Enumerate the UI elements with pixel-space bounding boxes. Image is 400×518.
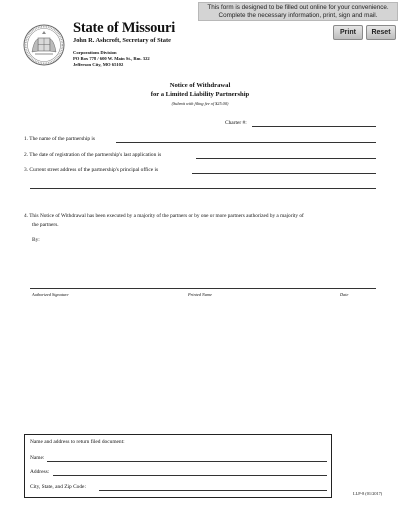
form-code: LLP-8 (01/2017): [353, 491, 383, 496]
principal-office-field-line-2[interactable]: [30, 188, 376, 189]
mailing-address: PO Box 778 / 600 W. Main St., Rm. 322: [73, 56, 150, 61]
item-3-label: 3. Current street address of the partnership's principal office is: [24, 167, 159, 173]
return-name-label: Name:: [30, 455, 45, 461]
principal-office-field[interactable]: [192, 173, 376, 174]
item-4-continuation: the partners.: [32, 222, 59, 228]
secretary-name: John R. Ashcroft, Secretary of State: [73, 37, 171, 44]
return-city-field[interactable]: [99, 490, 327, 491]
date-label: Date: [340, 292, 349, 297]
charter-label: Charter #:: [225, 120, 247, 126]
charter-number-field[interactable]: [252, 126, 376, 127]
return-box-heading: Name and address to return filed document:: [30, 439, 125, 445]
signature-line[interactable]: [30, 288, 376, 289]
partnership-name-field[interactable]: [116, 142, 376, 143]
print-button[interactable]: Print: [333, 25, 363, 40]
return-address-label: Address:: [30, 469, 50, 475]
item-2-label: 2. The date of registration of the partnership's last application is: [24, 152, 162, 158]
reset-button[interactable]: Reset: [366, 25, 396, 40]
by-label: By:: [32, 237, 40, 243]
state-seal-icon: [23, 24, 65, 66]
notice-line-2: Complete the necessary information, print, sign and mail.: [218, 12, 378, 19]
authorized-signature-label: Authorized Signature: [32, 292, 69, 297]
filing-fee-note: (Submit with filing fee of $25.00): [171, 101, 229, 106]
return-city-label: City, State, and Zip Code:: [30, 484, 86, 490]
form-subtitle: for a Limited Liability Partnership: [150, 91, 250, 98]
item-1-label: 1. The name of the partnership is: [24, 136, 96, 142]
printed-name-label: Printed Name: [188, 292, 212, 297]
registration-date-field[interactable]: [196, 158, 376, 159]
item-4-label: 4. This Notice of Withdrawal has been executed by a majority of the partners or by one or more partners authorized by a majority of: [24, 213, 304, 219]
form-title: Notice of Withdrawal: [169, 82, 231, 89]
state-title: State of Missouri: [73, 20, 176, 36]
notice-line-1: This form is designed to be filled out online for your convenience.: [207, 4, 389, 11]
division-name: Corporations Division: [73, 50, 117, 55]
online-form-notice: [198, 2, 398, 21]
return-address-field[interactable]: [53, 475, 327, 476]
return-name-field[interactable]: [47, 461, 327, 462]
city-address: Jefferson City, MO 65102: [73, 62, 124, 67]
